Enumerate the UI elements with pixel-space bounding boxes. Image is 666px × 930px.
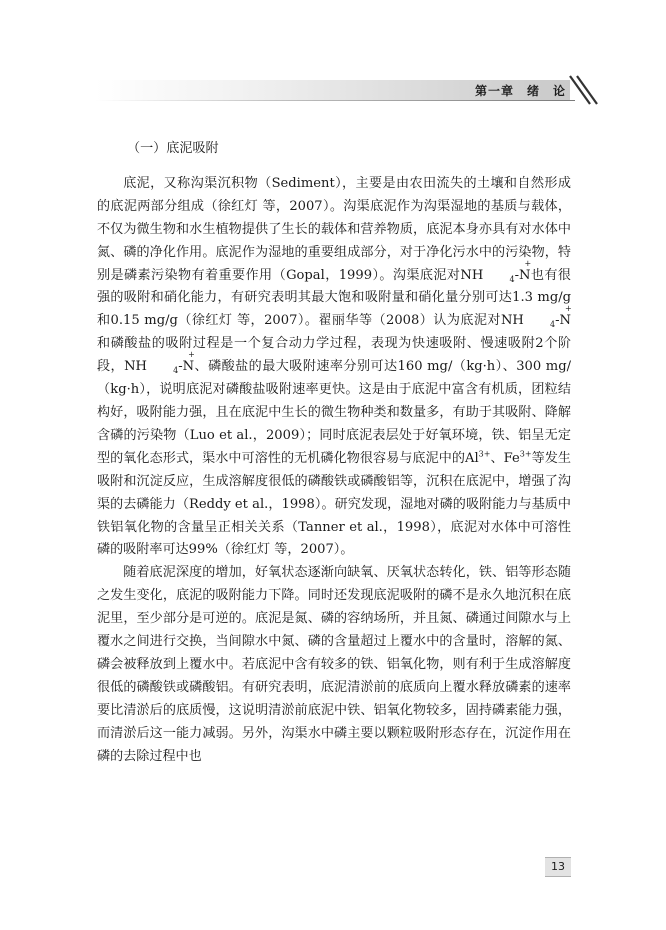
nh4-ion-3 xyxy=(147,350,195,379)
p1-text-c: -N和磷酸盐的吸附过程是一个复合动力学过程，表现为快速吸附、慢速吸附2个阶段，NH xyxy=(97,313,571,375)
fe-charge: 3+ xyxy=(519,449,532,459)
p1-text-d: -N、磷酸盐的最大吸附速率分别可达160 mg/（kg·h）、300 mg/（kg·h），说明底泥对磷酸盐吸附速率更快。这是由于底泥中富含有机质，团粒结构好，吸附能力强，且在底泥中生长的微生物种类和数量多，有助于其吸附、降解含磷的污染物（Luo et al.，2009）；同时底泥表层处于好氧环境，铁、铝呈无定型的氧化态形式，渠水中可溶性的无机磷化物很容易与底泥中的Al xyxy=(97,359,571,466)
section-title: （一）底泥吸附 xyxy=(127,141,219,156)
subscript-4: 4 xyxy=(173,366,179,376)
chapter-header: 第一章 绪 论 xyxy=(474,84,566,98)
paragraph-2: 随着底泥深度的增加，好氧状态逐渐向缺氧、厌氧状态转化，铁、铝等形态随之发生变化，底泥的吸附能力下降。同时还发现底泥吸附的磷不是永久地沉积在底泥里，至少部分是可逆的。底泥是氮、磷的容纳场所，并且氮、磷通过间隙水与上覆水之间进行交换，当间隙水中氮、磷的含量超过上覆水中的含量时，溶解的氮、磷会被释放到上覆水中。若底泥中含有较多的铁、铝氧化物，则有利于生成溶解度很低的磷酸铁或磷酸铝。有研究表明，底泥清淤前的底质向上覆水释放磷素的速率要比清淤后的底质慢，这说明清淤前底泥中铁、铝氧化物较多，固持磷素能力强，而清淤后这一能力减弱。另外，沟渠水中磷主要以颗粒吸附形态存在，沉淀作用在磷的去除过程中也 xyxy=(97,565,571,764)
header-slash-decoration xyxy=(568,74,598,106)
header-rule xyxy=(95,100,575,101)
p1-text-b: -N也有很强的吸附和硝化能力，有研究表明其最大饱和吸附量和硝化量分别可达1.3 mg/g和0.15 mg/g（徐红灯 等，2007）。翟丽华等（2008）认为底泥对NH xyxy=(97,267,571,329)
p1-text-a: 底泥，又称沟渠沉积物（Sediment），主要是由农田流失的土壤和自然形成的底泥两部分组成（徐红灯 等，2007）。沟渠底泥作为沟渠湿地的基质与载体，不仅为微生物和水生植物提供了生长的载体和营养物质，底泥本身亦具有对水体中氮、磷的净化作用。底泥作为湿地的重要组成部分，对于净化污水中的污染物，特别是磷素污染物有着重要作用（Gopal，1999）。沟渠底泥对NH xyxy=(97,175,571,283)
superscript-plus: + xyxy=(188,350,195,360)
page-number: 13 xyxy=(545,857,571,877)
al-charge: 3+ xyxy=(478,449,491,459)
subscript-4: 4 xyxy=(509,274,515,284)
subscript-4: 4 xyxy=(550,320,556,330)
page-body xyxy=(97,138,571,768)
p1-text-e: 、Fe xyxy=(490,450,520,466)
superscript-plus: + xyxy=(524,258,532,268)
nh4-ion-1 xyxy=(483,258,532,288)
nh4-ion-2 xyxy=(524,304,572,333)
superscript-plus: + xyxy=(565,304,572,314)
paragraph-1 xyxy=(97,173,571,562)
p1-text-f: 等发生吸附和沉淀反应，生成溶解度很低的磷酸铁或磷酸铝等，沉积在底泥中，增强了沟渠的去磷能力（Reddy et al.，1998）。研究发现，湿地对磷的吸附能力与基质中铁铝氧化物的含量呈正相关关系（Tanner et al.，1998），底泥对水体中可溶性磷的吸附率可达99%（徐红灯 等，2007）。 xyxy=(97,450,571,558)
